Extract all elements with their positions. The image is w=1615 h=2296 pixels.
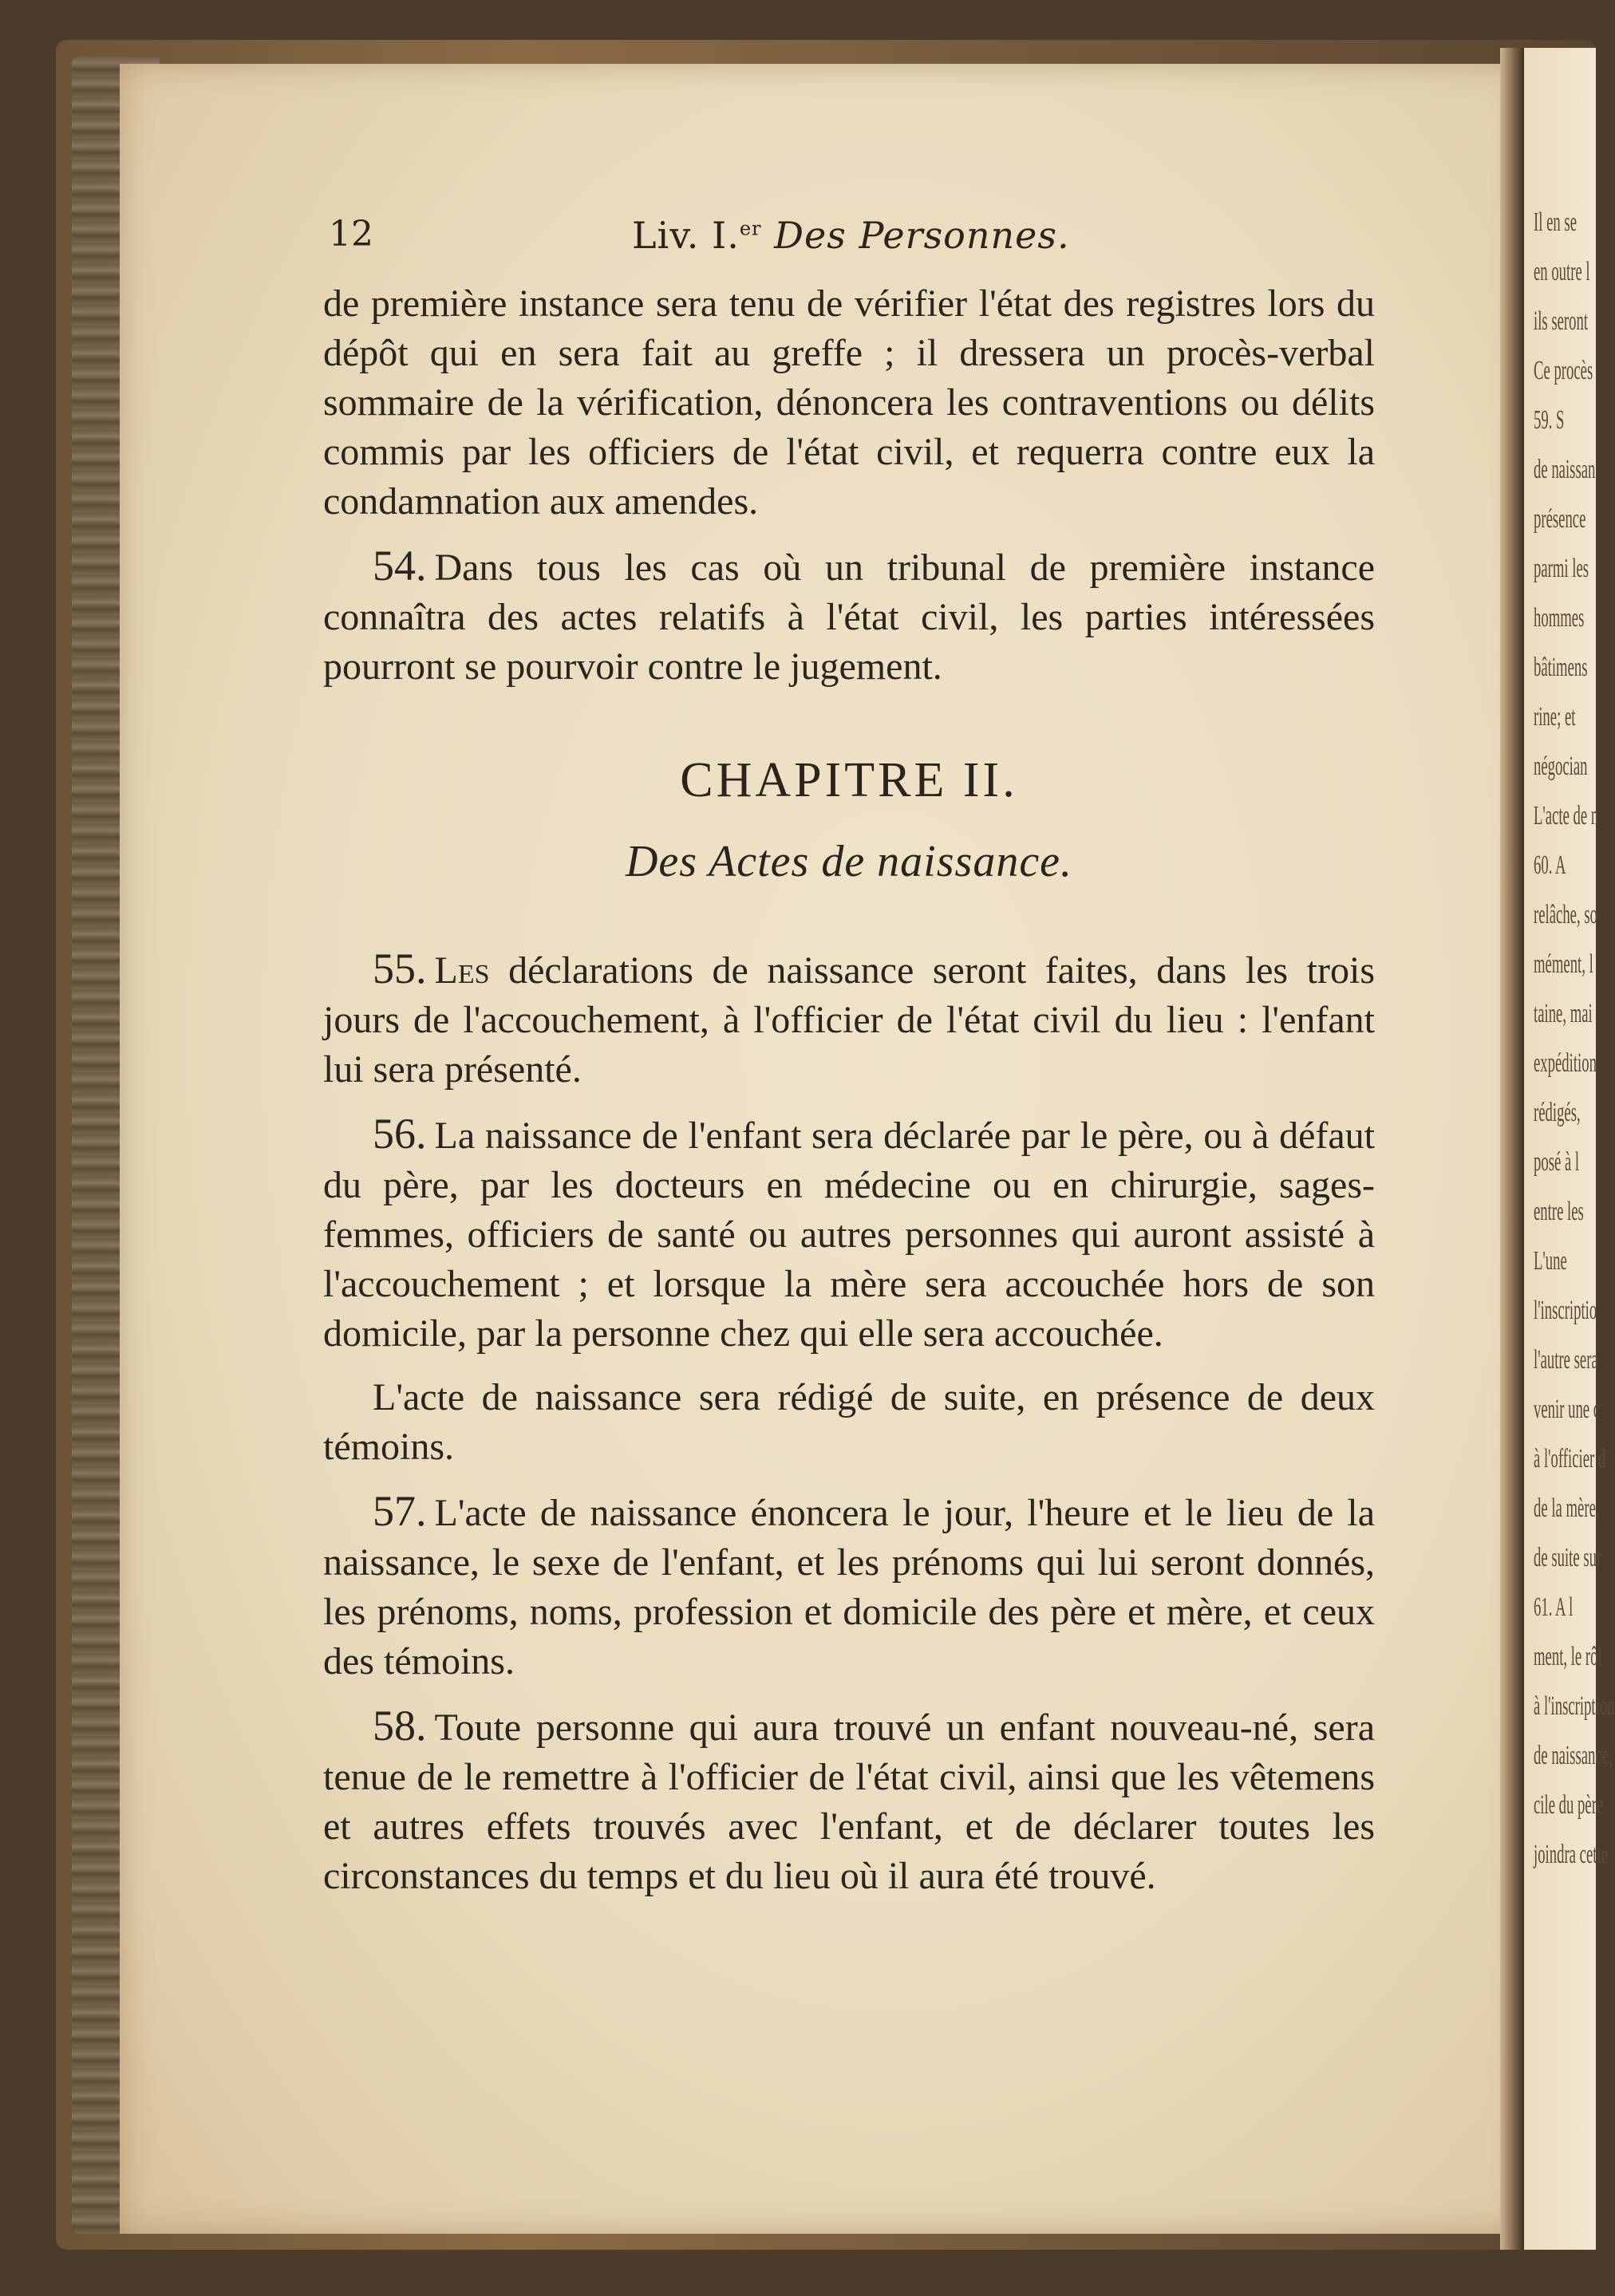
next-page-fragment: bâtimens: [1534, 653, 1588, 682]
article-number: 56.: [373, 1110, 427, 1158]
next-page-fragment: de suite sur: [1534, 1543, 1602, 1572]
next-page-fragment: venir une c: [1534, 1395, 1601, 1424]
chapter-subtitle: Des Actes de naissance.: [625, 837, 1073, 886]
article-number: 58.: [373, 1702, 427, 1750]
next-page-fragment: 60. A: [1534, 850, 1566, 880]
running-head: [632, 214, 1070, 257]
next-page-fragment: relâche, so: [1534, 900, 1597, 929]
next-page-fragment: cile du père: [1534, 1790, 1604, 1820]
article-56-second-paragraph: L'acte de naissance sera rédigé de suite, en présence de deux témoins.: [323, 1376, 1375, 1468]
running-head-sup: er: [739, 217, 762, 240]
page-body: [323, 279, 1375, 1915]
article-55: [323, 944, 1375, 1095]
next-page-fragment: à l'officier d: [1534, 1444, 1606, 1473]
article-text: Toute personne qui aura trouvé un enfant nouveau-né, sera tenue de le remettre à l'officier de l'état civil, ainsi que les vêtemens et autres effets trouvés avec l'enfant, et de déclarer toutes les circonstances du temps et du lieu où il aura été trouvé.: [323, 1706, 1375, 1897]
next-page-fragment: hommes: [1534, 603, 1585, 633]
next-page-fragment: ils seront: [1534, 306, 1589, 336]
article-text: L'acte de naissance énoncera le jour, l'heure et le lieu de la naissance, le sexe de l'enfant, et les prénoms qui lui seront donnés, les prénoms, noms, profession et domicile des père et mère, et ceux des témoins.: [323, 1492, 1375, 1683]
next-page-fragment: l'inscriptio: [1534, 1296, 1597, 1325]
next-page-fragment: L'acte de n: [1534, 801, 1599, 830]
next-page-fragment: posé à l: [1534, 1147, 1580, 1177]
next-page-fragment: de naissance,: [1534, 1741, 1613, 1770]
next-page-fragment: 59. S: [1534, 405, 1565, 435]
next-page-fragment: ment, le rôl: [1534, 1642, 1602, 1671]
next-page-fragment: de la mère,: [1534, 1493, 1600, 1523]
next-page-fragment: à l'inscription: [1534, 1691, 1615, 1721]
next-page-fragment: Ce procès: [1534, 356, 1593, 385]
page-number: 12: [329, 214, 373, 254]
next-page-fragment: L'une: [1534, 1246, 1567, 1276]
next-page-fragment: Il en se: [1534, 207, 1577, 237]
next-page-edge: [1524, 48, 1615, 2250]
article-56: [323, 1109, 1375, 1359]
next-page-fragment: entre les: [1534, 1197, 1584, 1226]
next-page-fragment: parmi les: [1534, 554, 1589, 583]
paragraph-continuation: de première instance sera tenu de vérifier l'état des registres lors du dépôt qui en sera fait au greffe ; il dressera un procès-verbal sommaire de la vérification, dénoncera les contraventions ou délits commis par les officiers de l'état civil, et requerra contre eux la condamnation aux amendes.: [323, 282, 1375, 523]
next-page-fragment: 61. A l: [1534, 1592, 1574, 1622]
next-page-fragment: taine, mai: [1534, 999, 1593, 1028]
article-text: Dans tous les cas où un tribunal de première instance connaîtra des actes relatifs à l'état civil, les parties intéressées pourront se pourvoir contre le jugement.: [323, 546, 1375, 688]
next-page-fragment: présence: [1534, 504, 1586, 534]
article-57: [323, 1486, 1375, 1686]
chapter-title: CHAPITRE II.: [680, 753, 1018, 807]
book-gutter: [1500, 48, 1524, 2250]
next-page-fragment: négocian: [1534, 752, 1588, 781]
next-page-fragment: expédition: [1534, 1048, 1597, 1078]
article-text: déclarations de naissance seront faites, dans les trois jours de l'accouchement, à l'officier de l'état civil du lieu : l'enfant lui sera présenté.: [323, 949, 1375, 1091]
article-number: 55.: [373, 945, 427, 992]
article-number: 57.: [373, 1487, 427, 1535]
next-page-fragment: rédigés,: [1534, 1098, 1581, 1127]
page-header: [329, 214, 1380, 270]
article-lead-word: Les: [434, 949, 490, 992]
article-58: [323, 1701, 1375, 1901]
next-page-fragment: rine; et: [1534, 702, 1576, 732]
next-page-fragment: l'autre sera: [1534, 1345, 1598, 1375]
running-head-title: Des Personnes.: [774, 214, 1070, 257]
next-page-fragment: en outre l: [1534, 257, 1590, 286]
next-page-fragment: mément, l: [1534, 949, 1593, 979]
article-54: [323, 541, 1375, 692]
article-text: La naissance de l'enfant sera déclarée par le père, ou à défaut du père, par les docteurs en médecine ou en chirurgie, sages-femmes, officiers de santé ou autres personnes qui auront assisté à l'accouchement ; et lorsque la mère sera accouchée hors de son domicile, par la personne chez qui elle sera accouchée.: [323, 1114, 1375, 1355]
article-number: 54.: [373, 542, 427, 590]
next-page-fragment: joindra cette: [1534, 1840, 1608, 1869]
next-page-fragment: de naissan: [1534, 455, 1596, 484]
running-head-book: Liv. I.: [632, 214, 740, 257]
